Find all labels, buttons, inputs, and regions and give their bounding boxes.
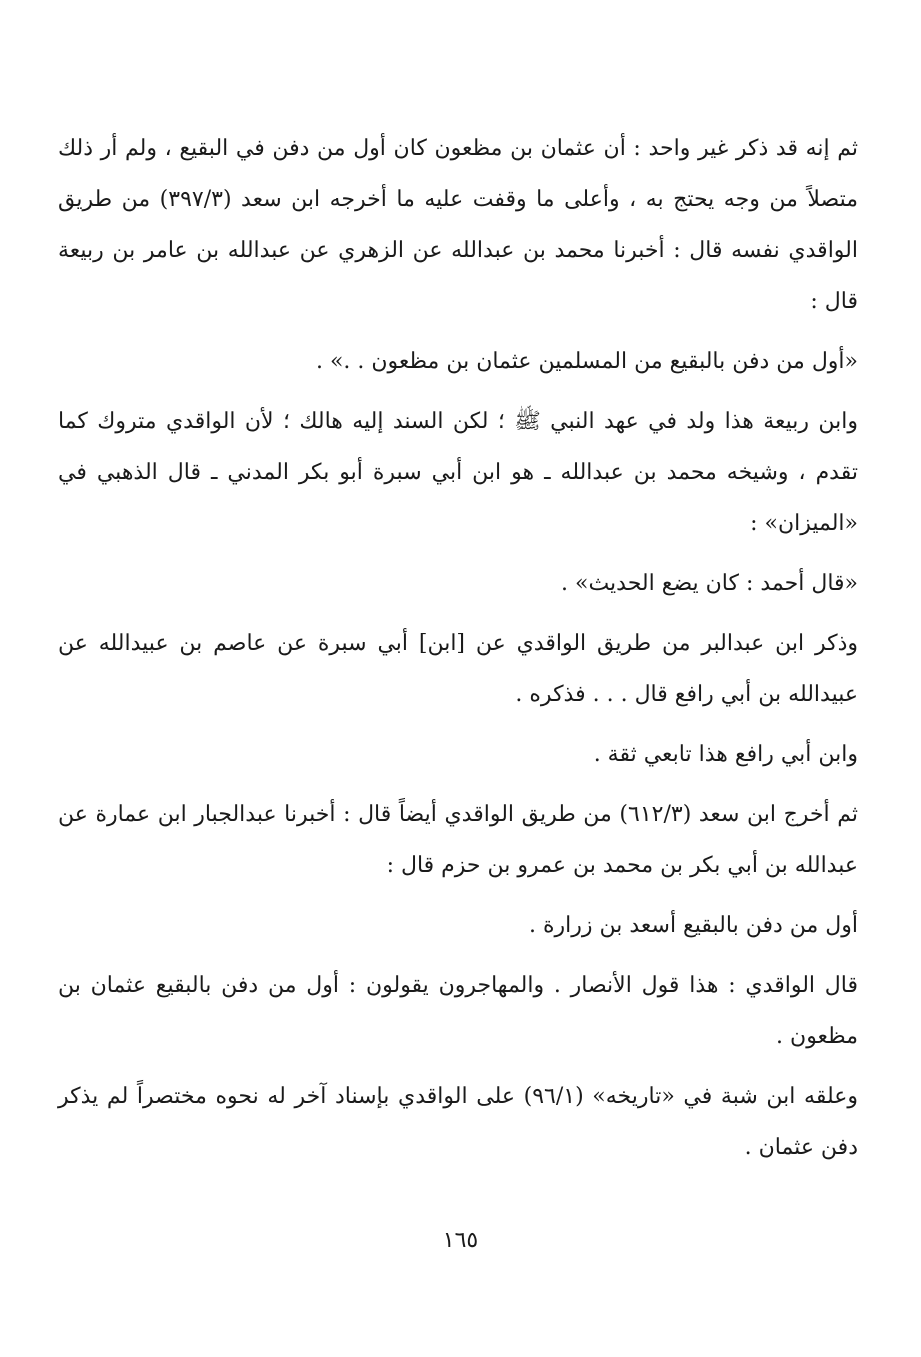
- paragraph-9: قال الواقدي : هذا قول الأنصار . والمهاجرون يقولون : أول من دفن بالبقيع عثمان بن مظعون .: [58, 973, 858, 1049]
- paragraph-5: وذكر ابن عبدالبر من طريق الواقدي عن [ابن] أبي سبرة عن عاصم بن عبيدالله عن عبيدالله بن أبي رافع قال . . . فذكره .: [58, 631, 858, 707]
- paragraph-3: وابن ربيعة هذا ولد في عهد النبي ﷺ ؛ لكن السند إليه هالك ؛ لأن الواقدي متروك كما تقدم ، وشيخه محمد بن عبدالله ـ هو ابن أبي سبرة أبو بكر المدني ـ قال الذهبي في «الميزان» :: [58, 409, 858, 536]
- paragraph-2: «أول من دفن بالبقيع من المسلمين عثمان بن مظعون . .» .: [315, 349, 858, 374]
- paragraph-1: ثم إنه قد ذكر غير واحد : أن عثمان بن مظعون كان أول من دفن في البقيع ، ولم أر ذلك متصلاً من وجه يحتج به ، وأعلى ما وقفت عليه ما أخرجه ابن سعد (٣٩٧/٣) من طريق الواقدي نفسه قال : أخبرنا محمد بن عبدالله عن الزهري عن عبدالله بن عامر بن ربيعة قال :: [58, 136, 858, 314]
- paragraph-8: أول من دفن بالبقيع أسعد بن زرارة .: [529, 913, 858, 938]
- paragraph-10: وعلقه ابن شبة في «تاريخه» (٩٦/١) على الواقدي بإسناد آخر له نحوه مختصراً لم يذكر دفن عثمان .: [58, 1084, 859, 1160]
- paragraph-4: «قال أحمد : كان يضع الحديث» .: [561, 571, 858, 596]
- page-number: ١٦٥: [442, 1228, 479, 1253]
- paragraph-7: ثم أخرج ابن سعد (٦١٢/٣) من طريق الواقدي أيضاً قال : أخبرنا عبدالجبار ابن عمارة عن عبدالله بن أبي بكر بن محمد بن عمرو بن حزم قال :: [58, 802, 858, 878]
- paragraph-6: وابن أبي رافع هذا تابعي ثقة .: [593, 742, 858, 767]
